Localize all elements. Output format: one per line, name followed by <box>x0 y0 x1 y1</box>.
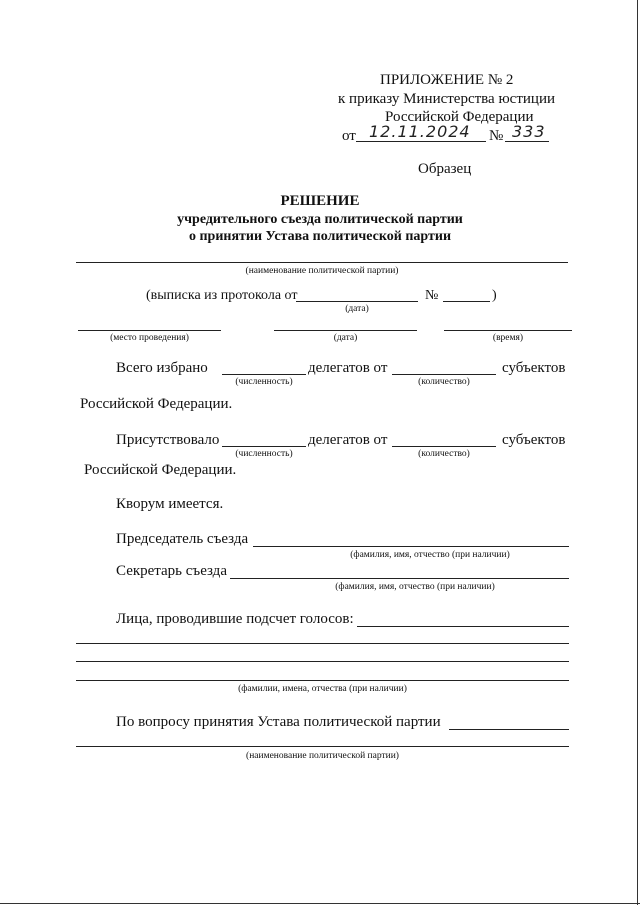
federation-line: Российской Федерации <box>385 109 534 125</box>
place-field[interactable] <box>78 330 221 331</box>
order-reference: к приказу Министерства юстиции <box>338 91 555 107</box>
extract-close: ) <box>492 288 497 303</box>
decision-subtitle-2: о принятии Устава политической партии <box>188 229 452 244</box>
present-subjects-field[interactable] <box>392 446 496 447</box>
secretary-name-field[interactable] <box>230 578 569 579</box>
order-number-line <box>505 141 549 142</box>
counters-field-3[interactable] <box>76 661 569 662</box>
scan-edge-right <box>637 0 638 905</box>
elected-quantity-caption: (количество) <box>418 377 470 387</box>
order-number: 333 <box>512 122 546 141</box>
question-party-caption: (наименование политической партии) <box>246 751 399 761</box>
party-name-field[interactable] <box>76 262 568 263</box>
time-field[interactable] <box>444 330 572 331</box>
present-quantity-caption: (количество) <box>418 449 470 459</box>
elected-rf-label: Российской Федерации. <box>80 396 233 412</box>
extract-number-label: № <box>425 288 439 303</box>
counters-caption: (фамилии, имена, отчества (при наличии) <box>238 684 407 694</box>
present-delegates-from: делегатов от <box>308 432 388 448</box>
date-from-label: от <box>342 128 356 144</box>
present-rf-label: Российской Федерации. <box>84 462 237 478</box>
elected-count-field[interactable] <box>222 374 306 375</box>
secretary-label: Секретарь съезда <box>116 563 227 579</box>
question-party-field-1[interactable] <box>449 729 569 730</box>
present-subjects-label: субъектов <box>502 432 566 448</box>
extract-date-caption: (дата) <box>345 304 369 314</box>
chairman-name-field[interactable] <box>253 546 569 547</box>
extract-number-field[interactable] <box>443 301 490 302</box>
scan-edge-bottom <box>0 903 640 904</box>
extract-date-field[interactable] <box>296 301 418 302</box>
present-count-caption: (численность) <box>235 449 293 459</box>
question-label: По вопросу принятия Устава политической партии <box>116 714 441 730</box>
elected-subjects-field[interactable] <box>392 374 496 375</box>
order-date: 12.11.2024 <box>369 122 471 141</box>
order-number-label: № <box>489 128 504 144</box>
meeting-date-caption: (дата) <box>333 333 358 343</box>
time-caption: (время) <box>492 333 524 343</box>
counters-field-4[interactable] <box>76 680 569 681</box>
chairman-caption: (фамилия, имя, отчество (при наличии) <box>350 550 510 560</box>
chairman-label: Председатель съезда <box>116 531 249 547</box>
order-date-line <box>356 141 486 142</box>
question-party-field-2[interactable] <box>76 746 569 747</box>
extract-label: (выписка из протокола от <box>146 288 298 303</box>
decision-subtitle-1: учредительного съезда политической партии <box>177 212 463 227</box>
sample-label: Образец <box>418 161 472 177</box>
meeting-date-field[interactable] <box>274 330 417 331</box>
elected-subjects-label: субъектов <box>502 360 566 376</box>
place-caption: (место проведения) <box>110 333 189 343</box>
secretary-caption: (фамилия, имя, отчество (при наличии) <box>335 582 495 592</box>
counters-label: Лица, проводившие подсчет голосов: <box>116 611 354 627</box>
counters-field-1[interactable] <box>357 626 569 627</box>
present-count-field[interactable] <box>222 446 306 447</box>
elected-delegates-from: делегатов от <box>308 360 388 376</box>
party-name-caption: (наименование политической партии) <box>245 266 399 276</box>
elected-count-caption: (численность) <box>235 377 293 387</box>
elected-label: Всего избрано <box>116 360 208 376</box>
decision-title: РЕШЕНИЕ <box>280 193 360 209</box>
counters-field-2[interactable] <box>76 643 569 644</box>
present-label: Присутствовало <box>116 432 220 448</box>
quorum-text: Кворум имеется. <box>116 496 224 512</box>
appendix-title: ПРИЛОЖЕНИЕ № 2 <box>380 72 514 88</box>
